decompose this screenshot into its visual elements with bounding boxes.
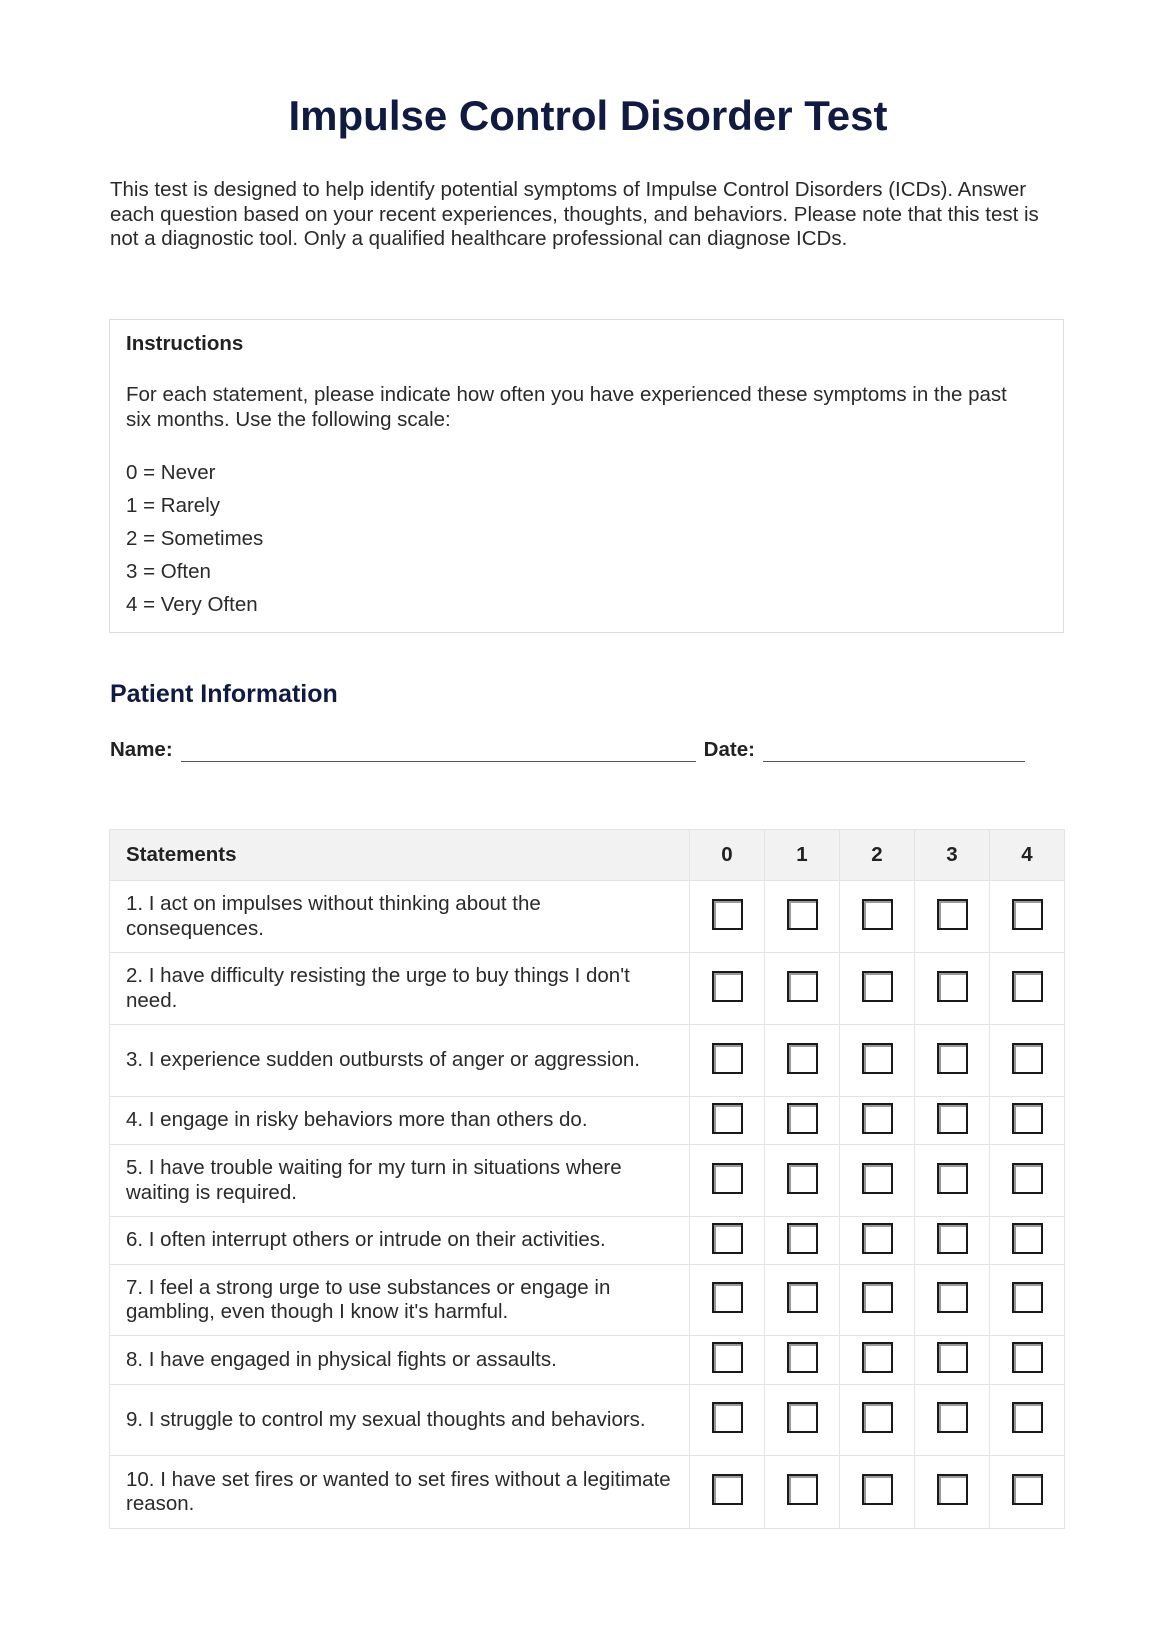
rating-checkbox-0[interactable] [712,1223,743,1254]
rating-checkbox-4[interactable] [1012,1282,1043,1313]
rating-cell-3 [915,1265,990,1336]
scale-item: 0 = Never [126,461,216,484]
rating-checkbox-4[interactable] [1012,1342,1043,1373]
table-row [110,1456,1065,1529]
statement-text: 9. I struggle to control my sexual thoughts and behaviors. [110,1385,690,1456]
rating-checkbox-4[interactable] [1012,971,1043,1002]
rating-cell-3 [915,1385,990,1456]
rating-cell-4 [990,881,1065,953]
rating-checkbox-1[interactable] [787,1402,818,1433]
rating-checkbox-0[interactable] [712,1474,743,1505]
statement-text: 8. I have engaged in physical fights or assaults. [110,1336,690,1385]
rating-cell-3 [915,1145,990,1217]
rating-cell-2 [840,1385,915,1456]
rating-checkbox-2[interactable] [862,1103,893,1134]
instructions-text: For each statement, please indicate how often you have experienced these symptoms in the past six months. Use the following scale: [126,383,1007,431]
patient-info-row [110,738,1033,762]
rating-cell-4 [990,1145,1065,1217]
rating-checkbox-3[interactable] [937,1402,968,1433]
rating-checkbox-3[interactable] [937,1163,968,1194]
rating-cell-1 [765,1336,840,1385]
rating-checkbox-2[interactable] [862,899,893,930]
table-row [110,1025,1065,1097]
scale-item: 4 = Very Often [126,593,258,616]
rating-checkbox-3[interactable] [937,1282,968,1313]
rating-checkbox-2[interactable] [862,1402,893,1433]
statement-text: 2. I have difficulty resisting the urge to buy things I don't need. [110,953,690,1025]
rating-checkbox-0[interactable] [712,1043,743,1074]
rating-cell-3 [915,1217,990,1265]
page-title: Impulse Control Disorder Test [288,92,888,139]
rating-cell-2 [840,1265,915,1336]
rating-cell-4 [990,1336,1065,1385]
rating-checkbox-1[interactable] [787,971,818,1002]
header-scale-1: 1 [765,830,840,881]
rating-cell-2 [840,1456,915,1529]
table-row [110,1145,1065,1217]
rating-checkbox-1[interactable] [787,1282,818,1313]
rating-checkbox-3[interactable] [937,1043,968,1074]
rating-cell-1 [765,953,840,1025]
rating-checkbox-3[interactable] [937,1103,968,1134]
rating-cell-1 [765,1265,840,1336]
rating-cell-1 [765,1385,840,1456]
statements-table [109,829,1065,1529]
rating-checkbox-0[interactable] [712,1103,743,1134]
rating-checkbox-0[interactable] [712,1342,743,1373]
statement-text: 7. I feel a strong urge to use substances or engage in gambling, even though I know it's harmful. [110,1265,690,1336]
statement-text: 5. I have trouble waiting for my turn in situations where waiting is required. [110,1145,690,1217]
rating-checkbox-1[interactable] [787,1474,818,1505]
rating-cell-0 [690,1336,765,1385]
rating-checkbox-1[interactable] [787,1223,818,1254]
header-scale-4: 4 [990,830,1065,881]
rating-checkbox-0[interactable] [712,1163,743,1194]
table-row [110,881,1065,953]
header-statements: Statements [110,830,690,881]
rating-cell-3 [915,1025,990,1097]
rating-checkbox-2[interactable] [862,1163,893,1194]
rating-checkbox-4[interactable] [1012,899,1043,930]
rating-checkbox-1[interactable] [787,899,818,930]
rating-cell-0 [690,1456,765,1529]
rating-cell-3 [915,1097,990,1145]
rating-checkbox-4[interactable] [1012,1223,1043,1254]
name-label: Name: [110,738,173,761]
rating-checkbox-3[interactable] [937,971,968,1002]
patient-info-heading: Patient Information [110,680,338,708]
date-label: Date: [703,738,755,761]
rating-cell-1 [765,1025,840,1097]
statement-text: 10. I have set fires or wanted to set fires without a legitimate reason. [110,1456,690,1529]
rating-checkbox-4[interactable] [1012,1103,1043,1134]
rating-checkbox-2[interactable] [862,1342,893,1373]
rating-checkbox-0[interactable] [712,899,743,930]
statement-text: 4. I engage in risky behaviors more than others do. [110,1097,690,1145]
rating-checkbox-2[interactable] [862,1223,893,1254]
rating-cell-4 [990,1217,1065,1265]
rating-cell-3 [915,1336,990,1385]
table-row [110,1265,1065,1336]
rating-checkbox-2[interactable] [862,971,893,1002]
rating-cell-3 [915,953,990,1025]
rating-cell-0 [690,881,765,953]
rating-checkbox-4[interactable] [1012,1043,1043,1074]
rating-cell-4 [990,953,1065,1025]
rating-cell-4 [990,1456,1065,1529]
rating-cell-2 [840,1217,915,1265]
table-row [110,1336,1065,1385]
rating-cell-1 [765,1217,840,1265]
rating-checkbox-3[interactable] [937,1223,968,1254]
rating-cell-4 [990,1025,1065,1097]
header-scale-0: 0 [690,830,765,881]
rating-cell-0 [690,1265,765,1336]
rating-cell-0 [690,1217,765,1265]
rating-cell-2 [840,1336,915,1385]
rating-cell-3 [915,881,990,953]
rating-checkbox-1[interactable] [787,1163,818,1194]
rating-cell-4 [990,1385,1065,1456]
rating-checkbox-3[interactable] [937,1474,968,1505]
rating-checkbox-0[interactable] [712,1282,743,1313]
rating-checkbox-4[interactable] [1012,1402,1043,1433]
rating-checkbox-1[interactable] [787,1043,818,1074]
rating-cell-0 [690,1097,765,1145]
rating-cell-3 [915,1456,990,1529]
scale-item: 3 = Often [126,560,211,583]
rating-cell-0 [690,1145,765,1217]
rating-cell-2 [840,1097,915,1145]
rating-checkbox-0[interactable] [712,971,743,1002]
rating-checkbox-0[interactable] [712,1402,743,1433]
scale-list [126,456,263,621]
rating-cell-4 [990,1265,1065,1336]
rating-cell-1 [765,1097,840,1145]
rating-checkbox-3[interactable] [937,1342,968,1373]
rating-cell-1 [765,881,840,953]
intro-paragraph: This test is designed to help identify potential symptoms of Impulse Control Disorders (ICDs). Answer each question based on your recent experiences, thoughts, and behaviors. Please note that this test is not a diagnostic tool. Only a qualified healthcare professional can diagnose ICDs. [110,178,1039,250]
rating-checkbox-3[interactable] [937,899,968,930]
instructions-heading: Instructions [126,332,244,355]
header-scale-2: 2 [840,830,915,881]
rating-cell-2 [840,1145,915,1217]
rating-cell-4 [990,1097,1065,1145]
statement-text: 1. I act on impulses without thinking about the consequences. [110,881,690,953]
rating-checkbox-2[interactable] [862,1043,893,1074]
table-row [110,1097,1065,1145]
date-field[interactable] [763,739,1025,762]
scale-item: 1 = Rarely [126,494,221,517]
rating-cell-1 [765,1145,840,1217]
rating-cell-0 [690,1025,765,1097]
header-scale-3: 3 [915,830,990,881]
name-field[interactable] [181,739,696,762]
rating-cell-2 [840,953,915,1025]
statement-text: 6. I often interrupt others or intrude on their activities. [110,1217,690,1265]
table-header-row [110,830,1065,881]
table-row [110,1385,1065,1456]
rating-cell-0 [690,953,765,1025]
rating-cell-1 [765,1456,840,1529]
rating-checkbox-4[interactable] [1012,1163,1043,1194]
rating-checkbox-1[interactable] [787,1103,818,1134]
rating-checkbox-1[interactable] [787,1342,818,1373]
rating-checkbox-2[interactable] [862,1474,893,1505]
rating-cell-0 [690,1385,765,1456]
scale-item: 2 = Sometimes [126,527,264,550]
instructions-box [109,319,1064,633]
rating-cell-2 [840,1025,915,1097]
rating-cell-2 [840,881,915,953]
statement-text: 3. I experience sudden outbursts of anger or aggression. [110,1025,690,1097]
table-row [110,953,1065,1025]
table-row [110,1217,1065,1265]
rating-checkbox-2[interactable] [862,1282,893,1313]
rating-checkbox-4[interactable] [1012,1474,1043,1505]
